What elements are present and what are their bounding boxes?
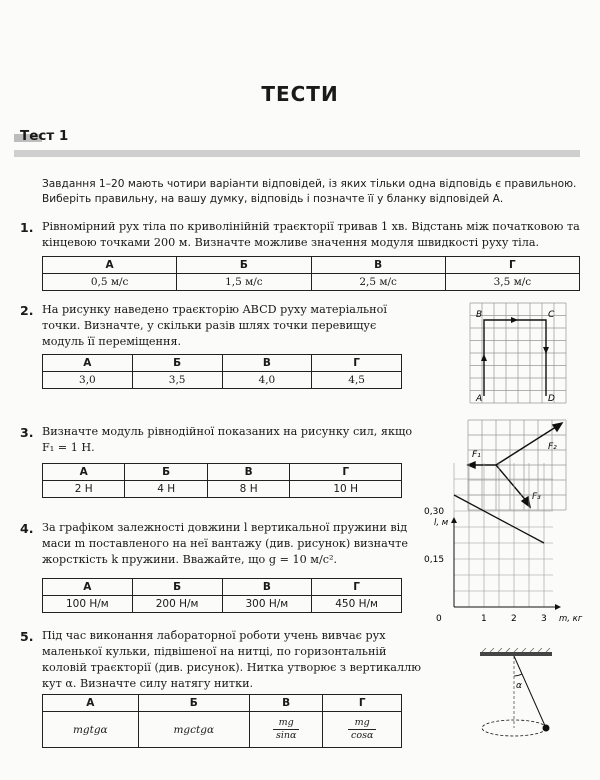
trajectory-path	[484, 320, 546, 396]
question-3-number: 3.	[20, 425, 34, 440]
point-a-label: A	[476, 394, 483, 404]
option-c-value[interactable]: 4,0	[222, 372, 312, 389]
option-b-header: Б	[125, 464, 207, 481]
spring-length-chart	[418, 507, 590, 625]
option-a-value[interactable]: 3,0	[43, 372, 133, 389]
y-tick-label: 0,30	[424, 507, 445, 517]
x-tick-label: 3	[541, 614, 547, 624]
page-title: ТЕСТИ	[261, 82, 339, 106]
question-5-answer-table	[42, 694, 402, 748]
option-d-value[interactable]: 450 Н/м	[312, 596, 402, 613]
option-d-value[interactable]: 10 Н	[290, 481, 402, 498]
option-d-header: Г	[323, 695, 402, 712]
option-a-value[interactable]: 100 Н/м	[43, 596, 133, 613]
option-c-header: В	[222, 355, 312, 372]
option-d-header: Г	[290, 464, 402, 481]
fraction-numerator: mg	[273, 717, 299, 730]
y-axis-label: l, м	[434, 518, 449, 528]
question-4-number: 4.	[20, 521, 34, 536]
option-a-value[interactable]: 2 Н	[43, 481, 125, 498]
arrow-right-icon	[511, 317, 518, 323]
question-3-text: Визначте модуль рівнодійної показаних на рисунку сил, якщо F₁ = 1 Н.	[42, 425, 413, 454]
ceiling-support	[480, 652, 552, 656]
fraction-numerator: mg	[348, 717, 376, 730]
question-1-answer-table	[42, 256, 580, 291]
option-b-value[interactable]: 1,5 м/с	[177, 274, 311, 291]
option-d-header: Г	[312, 579, 402, 596]
option-a-header: А	[43, 355, 133, 372]
option-c-header: В	[311, 257, 445, 274]
question-1-number: 1.	[20, 220, 34, 235]
pendulum-thread	[514, 656, 546, 728]
pendulum-figure	[470, 648, 585, 758]
ceiling-hatching	[482, 648, 550, 652]
question-3-answer-table	[42, 463, 402, 498]
option-a-value[interactable]: mgtgα	[43, 712, 139, 748]
option-b-value[interactable]: 4 Н	[125, 481, 207, 498]
option-c-value[interactable]: 300 Н/м	[222, 596, 312, 613]
question-5-text: Під час виконання лабораторної роботи учень вивчає рух маленької кульки, підвішеної на нитці, по горизонтальній коловій траєкторії (див. рисунок). Нитка утворює з вертикаллю кут α. Визначте силу натягу нитки.	[42, 629, 421, 690]
option-c-header: В	[249, 695, 322, 712]
option-d-header: Г	[312, 355, 402, 372]
option-c-header: В	[207, 464, 289, 481]
ball-icon	[543, 725, 550, 732]
option-b-header: Б	[132, 579, 222, 596]
question-4-answer-table	[42, 578, 402, 613]
header-rule	[14, 150, 580, 157]
x-tick-label: 2	[511, 614, 517, 624]
angle-arc	[514, 674, 522, 676]
question-2-answer-table	[42, 354, 402, 389]
option-c-value[interactable]	[249, 712, 322, 748]
question-2-number: 2.	[20, 303, 34, 318]
trajectory-figure	[460, 298, 580, 410]
question-1-text: Рівномірний рух тіла по криволінійній траєкторії тривав 1 хв. Відстань між початковою та кінцевою точками 200 м. Визначте можливе значення модуля швидкості руху тіла.	[42, 220, 580, 249]
option-b-header: Б	[132, 355, 222, 372]
force-f3-vector	[496, 465, 528, 503]
question-2-text: На рисунку наведено траєкторію ABCD руху матеріальної точки. Визначте, у скільки разів шлях точки перевищує модуль її переміщення.	[42, 303, 387, 348]
question-5-number: 5.	[20, 629, 34, 644]
point-b-label: B	[476, 310, 483, 320]
option-b-value[interactable]: 3,5	[132, 372, 222, 389]
force-f3-label: F₃	[532, 492, 541, 502]
option-d-value[interactable]	[323, 712, 402, 748]
option-c-value[interactable]: 2,5 м/с	[311, 274, 445, 291]
force-f2-label: F₂	[548, 442, 557, 452]
option-c-header: В	[222, 579, 312, 596]
point-c-label: C	[548, 310, 555, 320]
option-a-header: А	[43, 579, 133, 596]
option-b-value[interactable]: 200 Н/м	[132, 596, 222, 613]
point-d-label: D	[548, 394, 555, 404]
instructions: Завдання 1–20 мають чотири варіанти відповідей, із яких тільки одна відповідь є правильною. Виберіть правильну, на вашу думку, відповідь і позначте її у бланку відповідей А.	[42, 178, 577, 205]
option-d-value[interactable]: 4,5	[312, 372, 402, 389]
fraction-denominator: cosα	[351, 730, 374, 741]
forces-figure	[460, 415, 580, 515]
fraction-denominator: sinα	[275, 730, 297, 741]
arrow-up-right-icon	[553, 423, 562, 431]
x-tick-label: 0	[436, 614, 442, 624]
option-d-header: Г	[445, 257, 579, 274]
option-c-value[interactable]: 8 Н	[207, 481, 289, 498]
option-a-header: А	[43, 257, 177, 274]
alpha-label: α	[516, 681, 522, 691]
test-header: Тест 1	[20, 128, 69, 144]
force-f1-label: F₁	[472, 450, 481, 460]
test-header-bar	[14, 128, 580, 158]
x-axis-arrow-icon	[555, 604, 561, 610]
option-a-header: А	[43, 464, 125, 481]
y-axis-arrow-icon	[451, 517, 457, 523]
option-d-value[interactable]: 3,5 м/с	[445, 274, 579, 291]
y-tick-label: 0,15	[424, 555, 445, 565]
option-b-header: Б	[138, 695, 249, 712]
option-b-header: Б	[177, 257, 311, 274]
fraction-mg-over-cos	[348, 717, 376, 742]
x-axis-label: m, кг	[559, 614, 583, 624]
fraction-mg-over-sin	[273, 717, 299, 742]
option-a-header: А	[43, 695, 139, 712]
option-a-value[interactable]: 0,5 м/с	[43, 274, 177, 291]
question-4-text: За графіком залежності довжини l вертикальної пружини від маси m поставленого на неї вантажу (див. рисунок) визначте жорсткість k пружини. Вважайте, що g = 10 м/с².	[42, 521, 408, 566]
x-tick-label: 1	[481, 614, 487, 624]
option-b-value[interactable]: mgctgα	[138, 712, 249, 748]
